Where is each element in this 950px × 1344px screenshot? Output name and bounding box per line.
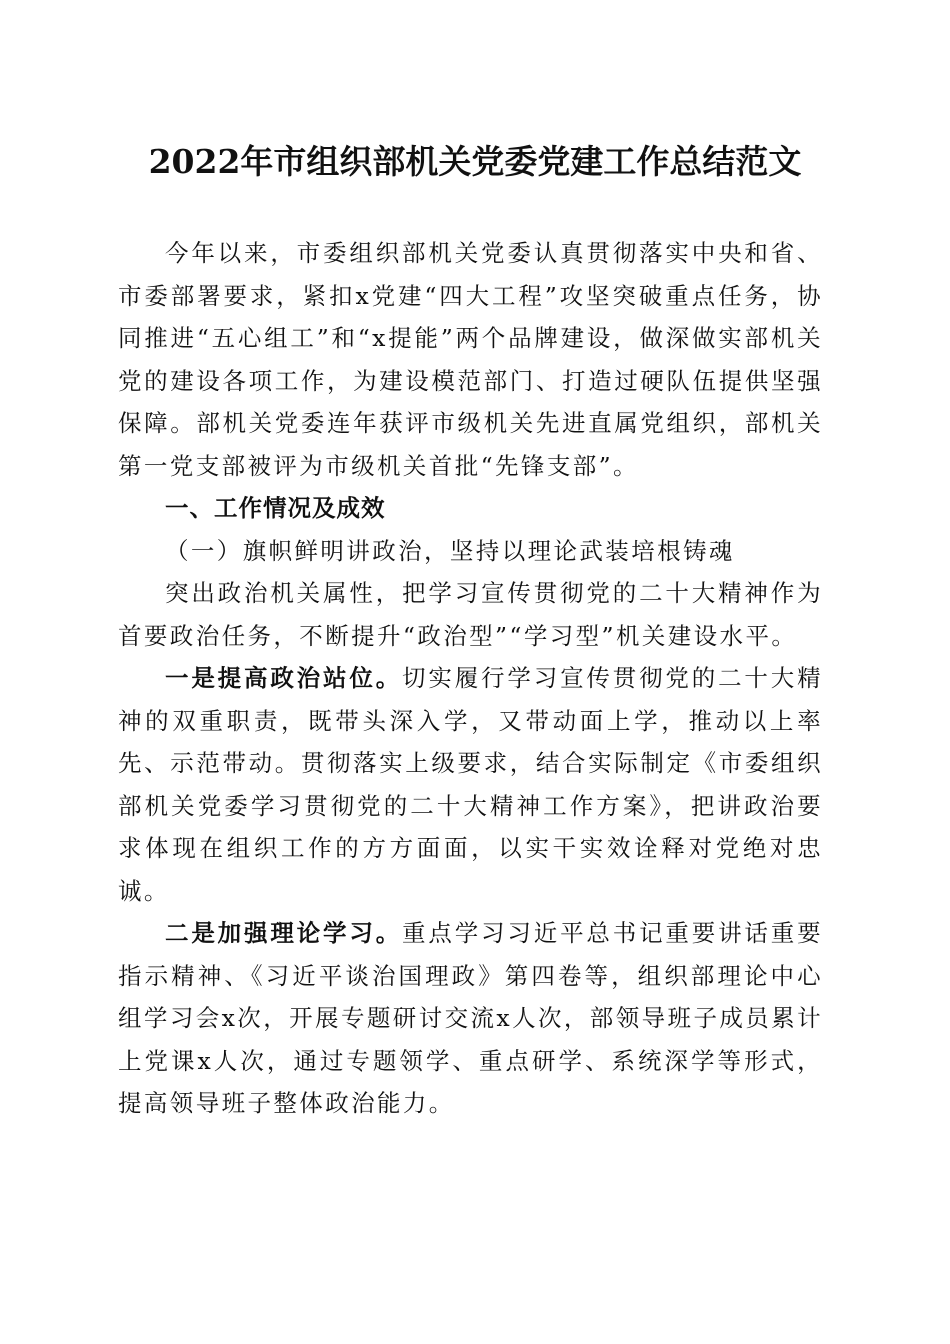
point-1-paragraph [118,657,823,912]
section-heading-1: 一、工作情况及成效 [165,494,386,522]
point-2-paragraph [118,912,823,1125]
point-2-lead: 二是加强理论学习。 [165,919,403,947]
subsection-heading-1: （一）旗帜鲜明讲政治，坚持以理论武装培根铸魂 [165,536,735,565]
point-1-lead: 一是提高政治站位。 [165,664,403,692]
document-title: 2022年市组织部机关党委党建工作总结范文 [148,142,802,181]
point-2-text: 重点学习习近平总书记重要讲话重要指示精神、《习近平谈治国理政》第四卷等，组织部理论中心组学习会x次，开展专题研讨交流x人次，部领导班子成员累计上党课x人次，通过专题领学、重点研学、系统深学等形式，提高领导班子整体政治能力。 [118,919,823,1117]
point-1-text: 切实履行学习宣传贯彻党的二十大精神的双重职责，既带头深入学，又带动面上学，推动以上率先、示范带动。贯彻落实上级要求，结合实际制定《市委组织部机关党委学习贯彻党的二十大精神工作方案》，把讲政治要求体现在组织工作的方方面面，以实干实效诠释对党绝对忠诚。 [118,664,823,905]
subsection-intro-paragraph: 突出政治机关属性，把学习宣传贯彻党的二十大精神作为首要政治任务，不断提升“政治型”“学习型”机关建设水平。 [118,579,823,650]
intro-paragraph: 今年以来，市委组织部机关党委认真贯彻落实中央和省、市委部署要求，紧扣x党建“四大工程”攻坚突破重点任务，协同推进“五心组工”和“x提能”两个品牌建设，做深做实部机关党的建设各项工作，为建设模范部门、打造过硬队伍提供坚强保障。部机关党委连年获评市级机关先进直属党组织，部机关第一党支部被评为市级机关首批“先锋支部”。 [118,239,823,480]
document-body [118,232,823,1125]
